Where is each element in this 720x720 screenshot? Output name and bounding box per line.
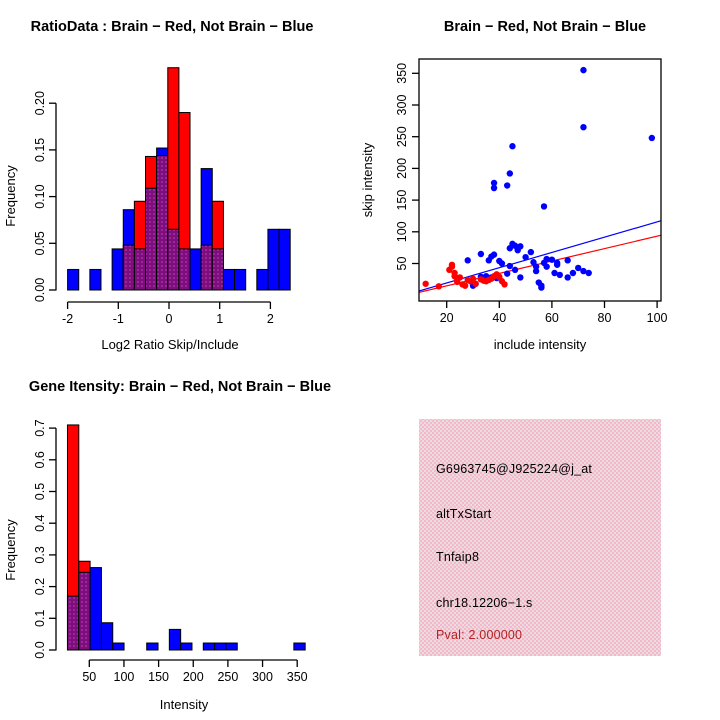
scatter-point-blue: [538, 284, 544, 290]
histogram-bar-blue: [294, 643, 305, 650]
y-tick-label: 150: [395, 189, 409, 211]
x-tick-label: 50: [82, 670, 97, 684]
x-axis-label: Intensity: [159, 697, 209, 712]
histogram-overlap-bar: [67, 596, 78, 650]
y-tick-label: 200: [395, 157, 409, 179]
scatter-point-red: [422, 281, 428, 287]
scatter-point-blue: [564, 257, 570, 263]
scatter-point-blue: [509, 143, 515, 149]
y-tick-label: 300: [395, 94, 409, 116]
histogram-bar-blue: [181, 643, 192, 650]
y-tick-label: 0.5: [33, 482, 47, 501]
x-tick-label: 1: [216, 312, 224, 326]
scatter-point-red: [462, 282, 468, 288]
y-tick-label: 0.20: [33, 91, 47, 116]
histogram-bar-blue: [169, 629, 180, 650]
histogram-overlap-bar: [212, 249, 223, 290]
scatter-point-blue: [543, 263, 549, 269]
histogram-bar-blue: [203, 643, 214, 650]
scatter-point-red: [449, 262, 455, 268]
y-tick-label: 0.15: [33, 137, 47, 163]
histogram-bar-blue: [215, 643, 226, 650]
scatter-point-red: [501, 281, 507, 287]
x-tick-label: -1: [112, 312, 124, 326]
histogram-overlap-bar: [179, 249, 190, 290]
y-axis-label: Frequency: [3, 519, 18, 581]
scatter-point-red: [436, 283, 442, 289]
scatter-point-blue: [570, 270, 576, 276]
y-tick-label: 0.2: [33, 577, 47, 596]
skip-include-scatter-chart: [360, 0, 720, 360]
probe-id-text: G6963745@J925224@j_at: [436, 462, 593, 476]
scatter-point-blue: [478, 251, 484, 257]
histogram-overlap-bar: [157, 156, 168, 290]
x-axis-label: Log2 Ratio Skip/Include: [101, 337, 239, 352]
x-tick-label: 0: [165, 312, 173, 326]
y-tick-label: 0.10: [33, 184, 47, 209]
x-tick-label: 250: [217, 670, 239, 684]
event-type-text: altTxStart: [436, 507, 492, 521]
scatter-point-blue: [504, 270, 510, 276]
gene-name-text: Tnfaip8: [436, 550, 480, 564]
histogram-bar-blue: [68, 269, 79, 290]
histogram-bar-blue: [279, 229, 290, 290]
histogram-bar-blue: [113, 643, 124, 650]
y-tick-label: 100: [395, 221, 409, 243]
chart-title: RatioData : Brain − Red, Not Brain − Blue: [30, 19, 314, 35]
scatter-point-blue: [522, 254, 528, 260]
scatter-point-blue: [486, 257, 492, 263]
scatter-point-blue: [528, 249, 534, 255]
histogram-bar-blue: [235, 269, 246, 290]
histogram-bar-blue: [90, 568, 101, 650]
scatter-point-blue: [517, 274, 523, 280]
chart-title: Gene Itensity: Brain − Red, Not Brain − Blue: [28, 379, 332, 395]
gene-intensity-histogram-chart: [0, 360, 360, 720]
scatter-point-blue: [586, 270, 592, 276]
histogram-overlap-bar: [201, 245, 212, 290]
histogram-overlap-bar: [168, 229, 179, 290]
scatter-point-blue: [491, 185, 497, 191]
y-tick-label: 0.0: [33, 641, 47, 659]
histogram-bar-blue: [112, 249, 123, 290]
scatter-point-blue: [580, 124, 586, 130]
y-tick-label: 0.05: [33, 231, 47, 256]
y-tick-label: 50: [395, 256, 409, 271]
scatter-point-blue: [504, 182, 510, 188]
histogram-bar-blue: [90, 269, 101, 290]
y-axis-label: skip intensity: [360, 142, 375, 218]
histogram-bar-blue: [257, 269, 268, 290]
plot-box: [419, 59, 661, 301]
panel-skip-include-scatter: [360, 0, 720, 360]
histogram-bar-blue: [101, 623, 112, 650]
chromosome-text: chr18.12206−1.s: [436, 596, 533, 610]
scatter-point-blue: [507, 245, 513, 251]
y-tick-label: 0.1: [33, 609, 47, 627]
histogram-overlap-bar: [123, 245, 134, 290]
histogram-overlap-bar: [134, 249, 145, 290]
x-axis-label: include intensity: [493, 337, 587, 352]
histogram-bar-blue: [147, 643, 158, 650]
scatter-point-blue: [580, 67, 586, 73]
histogram-bar-blue: [226, 643, 237, 650]
x-tick-label: 200: [182, 670, 204, 684]
x-tick-label: 100: [113, 670, 135, 684]
scatter-point-blue: [564, 274, 570, 280]
y-tick-label: 0.00: [33, 277, 47, 303]
scatter-point-blue: [515, 247, 521, 253]
x-tick-label: -2: [62, 312, 74, 326]
y-axis-label: Frequency: [3, 165, 18, 227]
x-tick-label: 300: [252, 670, 273, 684]
panel-gene-info: [360, 360, 720, 720]
y-tick-label: 0.4: [33, 514, 47, 532]
x-tick-label: 100: [646, 311, 668, 325]
panel-gene-intensity-histogram: [0, 360, 360, 720]
scatter-point-blue: [499, 260, 505, 266]
x-tick-label: 350: [286, 670, 308, 684]
scatter-point-red: [472, 281, 478, 287]
pval-text: Pval: 2.000000: [436, 628, 523, 642]
ratio-histogram-chart: [0, 0, 360, 360]
histogram-bar-blue: [223, 269, 234, 290]
scatter-point-blue: [557, 272, 563, 278]
scatter-point-blue: [533, 268, 539, 274]
scatter-point-blue: [541, 203, 547, 209]
x-tick-label: 150: [148, 670, 170, 684]
y-tick-label: 0.7: [33, 419, 47, 437]
scatter-point-blue: [507, 170, 513, 176]
histogram-bar-blue: [268, 229, 279, 290]
gene-info-box: [419, 419, 661, 656]
x-tick-label: 80: [597, 311, 612, 325]
scatter-point-blue: [507, 263, 513, 269]
scatter-point-blue: [554, 262, 560, 268]
x-tick-label: 20: [439, 311, 454, 325]
scatter-point-red: [457, 274, 463, 280]
y-tick-label: 0.3: [33, 546, 47, 564]
y-tick-label: 250: [395, 126, 409, 148]
y-tick-label: 350: [395, 62, 409, 84]
scatter-point-blue: [649, 135, 655, 141]
scatter-point-blue: [465, 257, 471, 263]
x-tick-label: 60: [544, 311, 559, 325]
histogram-overlap-bar: [79, 572, 90, 650]
x-tick-label: 40: [492, 311, 507, 325]
scatter-point-blue: [512, 267, 518, 273]
panel-ratio-histogram: [0, 0, 360, 360]
chart-title: Brain − Red, Not Brain − Blue: [443, 19, 647, 35]
x-tick-label: 2: [266, 312, 274, 326]
histogram-bar-blue: [190, 249, 201, 290]
histogram-overlap-bar: [146, 188, 157, 290]
y-tick-label: 0.6: [33, 451, 47, 469]
